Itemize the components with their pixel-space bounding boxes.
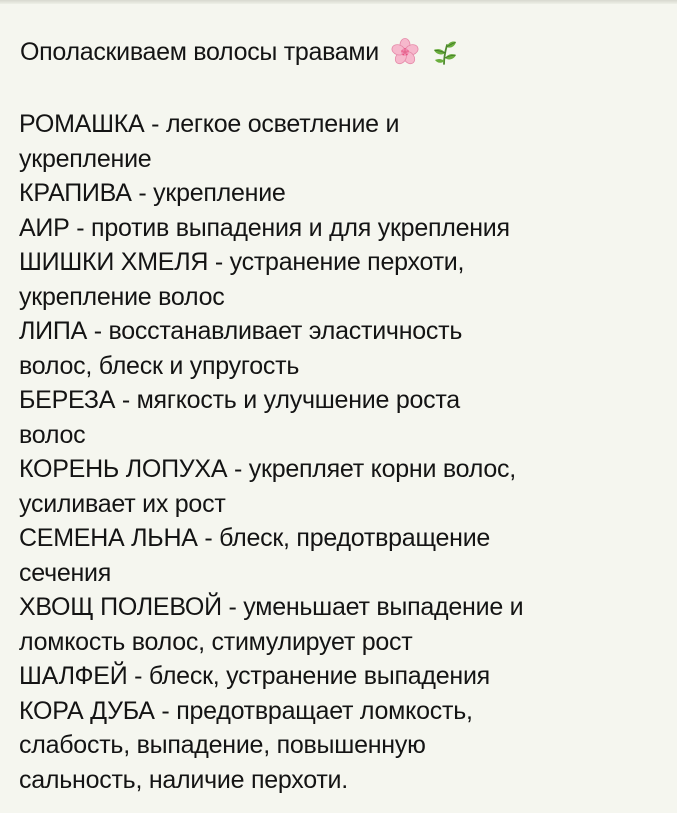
herb-list (19, 107, 659, 797)
list-line: ЛИПА - восстанавливает эластичность (19, 317, 463, 345)
header (20, 32, 459, 72)
list-line: ШАЛФЕЙ - блеск, устранение выпадения (19, 662, 490, 690)
list-line: укрепление (19, 144, 152, 173)
list-line: усиливает их рост (19, 489, 226, 518)
list-line: АИР - против выпадения и для укрепления (19, 213, 510, 242)
list-line: сальность, наличие перхоти. (19, 765, 348, 794)
list-line: волос, блеск и упругость (19, 351, 300, 380)
list-line: ШИШКИ ХМЕЛЯ - устранение перхоти, (19, 248, 465, 276)
list-line: БЕРЕЗА - мягкость и улучшение роста (19, 386, 460, 414)
list-line: ломкость волос, стимулирует рост (19, 627, 413, 656)
list-line: СЕМЕНА ЛЬНА - блеск, предотвращение (19, 524, 491, 552)
list-line: сечения (19, 558, 112, 587)
list-line: ХВОЩ ПОЛЕВОЙ - уменьшает выпадение и (19, 593, 524, 621)
list-line: РОМАШКА - легкое осветление и (19, 110, 400, 138)
top-border (0, 0, 677, 4)
cherry-blossom-icon (391, 38, 419, 66)
list-line: волос (19, 420, 86, 449)
herb-icon (431, 38, 459, 66)
list-line: КРАПИВА - укрепление (19, 179, 286, 207)
page-title: Ополаскиваем волосы травами (20, 38, 379, 66)
list-line: КОРЕНЬ ЛОПУХА - укрепляет корни волос, (19, 455, 516, 483)
list-line: КОРА ДУБА - предотвращает ломкость, (19, 696, 473, 725)
list-line: слабость, выпадение, повышенную (19, 731, 426, 759)
list-line: укрепление волос (19, 282, 225, 311)
